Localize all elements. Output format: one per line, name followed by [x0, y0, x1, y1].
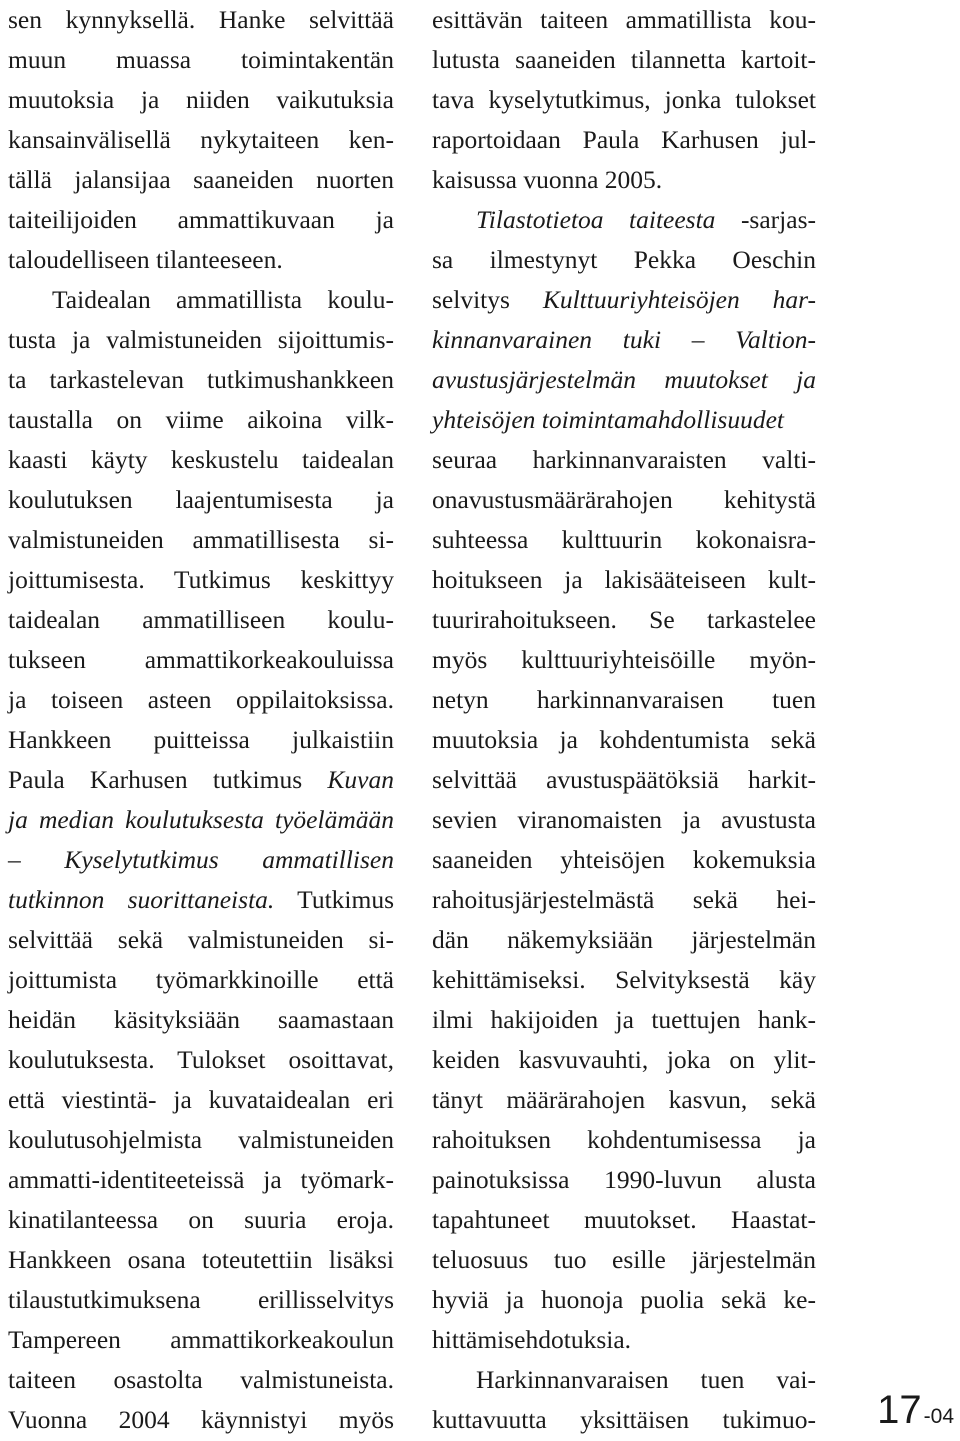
- text-line: [8, 640, 394, 680]
- body-text: sen kynnyksellä. Hanke selvittää: [8, 5, 394, 34]
- body-text: raportoidaan Paula Karhusen jul-: [432, 125, 816, 154]
- body-text: Paula Karhusen tutkimus: [8, 765, 328, 794]
- body-text: Hankkeen osana toteutettiin lisäksi: [8, 1245, 394, 1274]
- text-line: [8, 120, 394, 160]
- italic-text: Kuvan: [327, 765, 394, 794]
- body-text: koulutuksesta. Tulokset osoittavat,: [8, 1045, 394, 1074]
- text-line: [432, 840, 816, 880]
- text-line: [432, 1240, 816, 1280]
- text-line: [432, 1040, 816, 1080]
- body-text: kinatilanteessa on suuria eroja.: [8, 1205, 394, 1234]
- text-line: [432, 120, 816, 160]
- text-line: [8, 840, 394, 880]
- text-line: [8, 80, 394, 120]
- body-text: taloudelliseen tilanteeseen.: [8, 245, 283, 274]
- text-line: [8, 0, 394, 40]
- body-text: myös kulttuuriyhteisöille myön-: [432, 645, 816, 674]
- body-text: netyn harkinnanvaraisen tuen: [432, 685, 816, 714]
- text-line: [432, 40, 816, 80]
- text-line: [8, 960, 394, 1000]
- text-line: [432, 1080, 816, 1120]
- body-text: seuraa harkinnanvaraisten valti-: [432, 445, 816, 474]
- italic-text: Tilastotietoa taiteesta: [476, 205, 716, 234]
- body-text: hittämisehdotuksia.: [432, 1325, 632, 1354]
- body-text: selvittää sekä valmistuneiden si-: [8, 925, 394, 954]
- body-text: taustalla on viime aikoina vilk-: [8, 405, 394, 434]
- text-line: [432, 1200, 816, 1240]
- text-line: [8, 1320, 394, 1360]
- body-text: esittävän taiteen ammatillista kou-: [432, 5, 816, 34]
- text-line: [8, 1040, 394, 1080]
- text-line: [432, 560, 816, 600]
- text-line: [432, 400, 816, 440]
- text-line: [432, 360, 816, 400]
- body-text: tapahtuneet muutokset. Haastat-: [432, 1205, 816, 1234]
- text-line: [8, 440, 394, 480]
- text-line: [432, 80, 816, 120]
- body-text: Tutkimus: [274, 885, 394, 914]
- body-text: muutoksia ja niiden vaikutuksia: [8, 85, 394, 114]
- text-line: [432, 440, 816, 480]
- body-text: valmistuneiden ammatillisesta si-: [8, 525, 394, 554]
- text-line: [432, 920, 816, 960]
- text-line: [8, 720, 394, 760]
- body-text: ilmi hakijoiden ja tuettujen hank-: [432, 1005, 816, 1034]
- italic-text: kinnanvarainen tuki – Valtion-: [432, 325, 816, 354]
- text-line: [432, 960, 816, 1000]
- text-line: [8, 1360, 394, 1400]
- text-line: [432, 680, 816, 720]
- body-text: hyviä ja huonoja puolia sekä ke-: [432, 1285, 816, 1314]
- text-line: [432, 480, 816, 520]
- body-text: onavustusmäärärahojen kehitystä: [432, 485, 816, 514]
- body-text: että viestintä- ja kuvataidealan eri: [8, 1085, 394, 1114]
- body-text: heidän käsityksiään saamastaan: [8, 1005, 394, 1034]
- text-line: [432, 520, 816, 560]
- body-text: koulutuksen laajentumisesta ja: [8, 485, 394, 514]
- text-line: [8, 200, 394, 240]
- body-text: tusta ja valmistuneiden sijoittumis-: [8, 325, 394, 354]
- text-line: [432, 0, 816, 40]
- text-line: [432, 760, 816, 800]
- text-line: [8, 480, 394, 520]
- body-text: painotuksissa 1990-luvun alusta: [432, 1165, 816, 1194]
- italic-text: tutkinnon suorittaneista.: [8, 885, 275, 914]
- body-text: -sarjas-: [715, 205, 816, 234]
- text-line: [8, 360, 394, 400]
- text-line: [432, 160, 816, 200]
- body-text: kuttavuutta yksittäisen tukimuo-: [432, 1405, 816, 1434]
- page-number-value: 17: [877, 1388, 922, 1432]
- text-line: [432, 1160, 816, 1200]
- body-text: Taidealan ammatillista koulu-: [52, 285, 394, 314]
- body-text: kehittämiseksi. Selvityksestä käy: [432, 965, 816, 994]
- body-text: taidealan ammatilliseen koulu-: [8, 605, 394, 634]
- page-number-suffix: -04: [923, 1405, 954, 1428]
- text-line: [432, 1120, 816, 1160]
- body-text: kaasti käyty keskustelu taidealan: [8, 445, 394, 474]
- body-text: sa ilmestynyt Pekka Oeschin: [432, 245, 816, 274]
- italic-text: avustusjärjestelmän muutokset ja: [432, 365, 816, 394]
- body-text: saaneiden yhteisöjen kokemuksia: [432, 845, 816, 874]
- text-line: [8, 1160, 394, 1200]
- text-line: [432, 320, 816, 360]
- text-line: [8, 1000, 394, 1040]
- text-line: [8, 1200, 394, 1240]
- text-line: [432, 640, 816, 680]
- text-line: [8, 800, 394, 840]
- body-text: tukseen ammattikorkeakouluissa: [8, 645, 394, 674]
- body-text: tuurirahoitukseen. Se tarkastelee: [432, 605, 816, 634]
- body-text: keiden kasvuvauhti, joka on ylit-: [432, 1045, 816, 1074]
- text-line: [8, 1240, 394, 1280]
- body-text: dän näkemyksiään järjestelmän: [432, 925, 816, 954]
- body-text: sevien viranomaisten ja avustusta: [432, 805, 816, 834]
- body-text: ammatti-identiteeteissä ja työmark-: [8, 1165, 394, 1194]
- text-line: [432, 1400, 816, 1440]
- text-line: [432, 720, 816, 760]
- body-text: muun muassa toimintakentän: [8, 45, 394, 74]
- text-line: [8, 1080, 394, 1120]
- text-line: [8, 240, 394, 280]
- italic-text: ja median koulutuksesta työelämään: [8, 805, 394, 834]
- right-text-column: [432, 0, 816, 1440]
- body-text: koulutusohjelmista valmistuneiden: [8, 1125, 394, 1154]
- page-number: [877, 1386, 954, 1441]
- text-line: [8, 1120, 394, 1160]
- text-line: [432, 200, 816, 240]
- body-text: muutoksia ja kohdentumista sekä: [432, 725, 816, 754]
- text-line: [8, 880, 394, 920]
- body-text: selvittää avustuspäätöksiä harkit-: [432, 765, 816, 794]
- text-line: [432, 1360, 816, 1400]
- italic-text: Kulttuuriyhteisöjen har-: [542, 285, 817, 314]
- text-line: [8, 560, 394, 600]
- body-text: Tampereen ammattikorkeakoulun: [8, 1325, 394, 1354]
- body-text: Harkinnanvaraisen tuen vai-: [476, 1365, 816, 1394]
- body-text: rahoituksen kohdentumisessa ja: [432, 1125, 816, 1154]
- text-line: [432, 600, 816, 640]
- italic-text: yhteisöjen toimintamahdollisuudet: [432, 405, 785, 434]
- text-line: [432, 800, 816, 840]
- text-line: [8, 400, 394, 440]
- body-text: rahoitusjärjestelmästä sekä hei-: [432, 885, 816, 914]
- text-line: [432, 280, 816, 320]
- text-line: [432, 240, 816, 280]
- body-text: kaisussa vuonna 2005.: [432, 165, 663, 194]
- body-text: tällä jalansijaa saaneiden nuorten: [8, 165, 394, 194]
- body-text: hoitukseen ja lakisääteiseen kult-: [432, 565, 816, 594]
- body-text: teluosuus tuo esille järjestelmän: [432, 1245, 816, 1274]
- text-line: [8, 1280, 394, 1320]
- text-line: [432, 880, 816, 920]
- text-line: [432, 1320, 816, 1360]
- body-text: suhteessa kulttuurin kokonaisra-: [432, 525, 816, 554]
- text-line: [8, 1400, 394, 1440]
- text-line: [8, 280, 394, 320]
- text-line: [8, 320, 394, 360]
- text-line: [8, 680, 394, 720]
- body-text: Vuonna 2004 käynnistyi myös: [8, 1405, 394, 1434]
- text-line: [432, 1280, 816, 1320]
- text-line: [8, 160, 394, 200]
- body-text: ja toiseen asteen oppilaitoksissa.: [8, 685, 394, 714]
- italic-text: – Kyselytutkimus ammatillisen: [8, 845, 394, 874]
- left-text-column: [8, 0, 394, 1440]
- body-text: lutusta saaneiden tilannetta kartoit-: [432, 45, 816, 74]
- body-text: joittumista työmarkkinoille että: [8, 965, 394, 994]
- body-text: taiteilijoiden ammattikuvaan ja: [8, 205, 394, 234]
- text-line: [8, 40, 394, 80]
- body-text: tava kyselytutkimus, jonka tulokset: [432, 85, 816, 114]
- body-text: tilaustutkimuksena erillisselvitys: [8, 1285, 394, 1314]
- body-text: ta tarkastelevan tutkimushankkeen: [8, 365, 394, 394]
- text-line: [8, 600, 394, 640]
- text-line: [8, 920, 394, 960]
- body-text: taiteen osastolta valmistuneista.: [8, 1365, 394, 1394]
- body-text: Hankkeen puitteissa julkaistiin: [8, 725, 394, 754]
- body-text: kansainvälisellä nykytaiteen ken-: [8, 125, 394, 154]
- body-text: joittumisesta. Tutkimus keskittyy: [8, 565, 394, 594]
- text-line: [8, 760, 394, 800]
- text-line: [8, 520, 394, 560]
- text-line: [432, 1000, 816, 1040]
- body-text: tänyt määrärahojen kasvun, sekä: [432, 1085, 816, 1114]
- body-text: selvitys: [432, 285, 543, 314]
